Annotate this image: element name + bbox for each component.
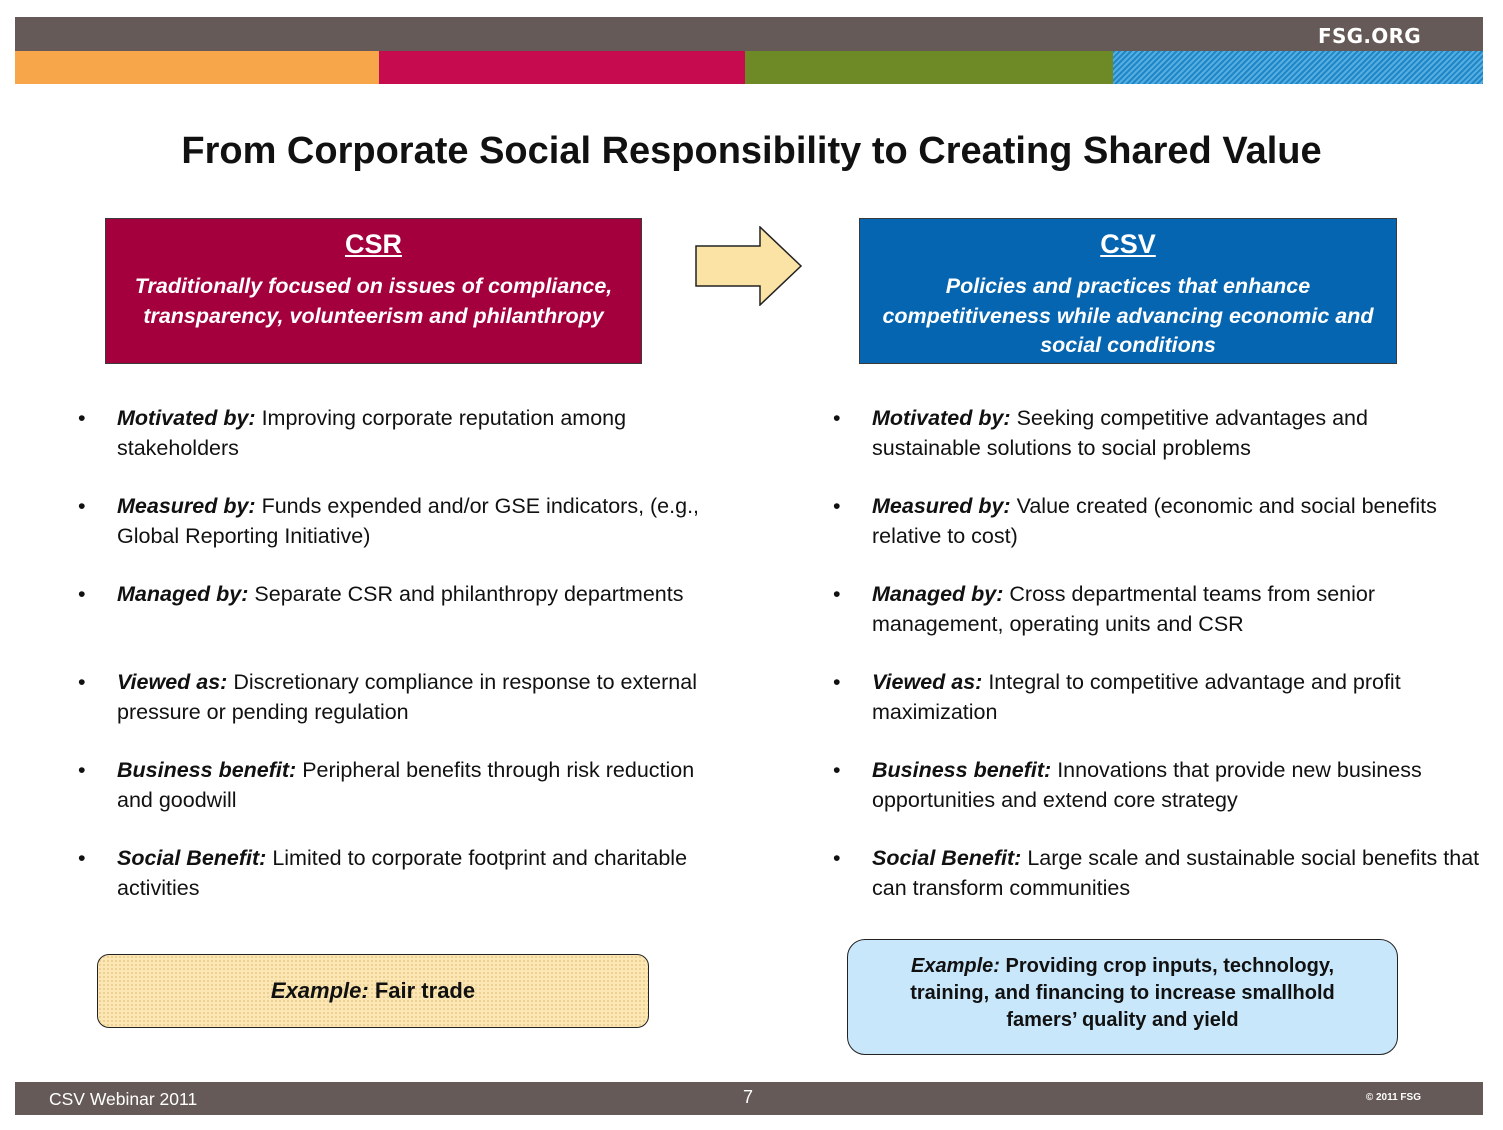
bullet-dot-icon: • [78, 758, 86, 782]
csv-subtitle: Policies and practices that enhance competitiveness while advancing economic and social conditions [882, 274, 1374, 357]
csr-bullet-business [76, 756, 726, 844]
bullet-dot-icon: • [78, 670, 86, 694]
bullet-text: Innovations that provide new business opportunities and extend core strategy [872, 758, 1422, 812]
csv-example-box [847, 939, 1398, 1055]
page-number: 7 [743, 1087, 754, 1107]
bullet-text: Value created (economic and social benefits relative to cost) [872, 494, 1437, 548]
stripe-crimson [379, 51, 745, 84]
bullet-label: Social Benefit: [872, 846, 1022, 870]
bullet-dot-icon: • [78, 406, 86, 430]
stripe-blue [1113, 51, 1483, 84]
csv-bullet-viewed [831, 668, 1481, 756]
csr-example-label: Example: [270, 978, 369, 1003]
bullet-dot-icon: • [833, 846, 841, 870]
csr-bullet-viewed [76, 668, 726, 756]
csv-bullet-motivated [831, 404, 1481, 492]
csv-bullet-list [831, 404, 1481, 932]
bullet-label: Business benefit: [872, 758, 1052, 782]
page-title: From Corporate Social Responsibility to Creating Shared Value [181, 130, 1322, 172]
bullet-text: Seeking competitive advantages and sustainable solutions to social problems [872, 406, 1368, 460]
csv-bullet-managed [831, 580, 1481, 668]
bullet-label: Viewed as: [872, 670, 983, 694]
bullet-dot-icon: • [833, 406, 841, 430]
csv-bullet-social [831, 844, 1481, 932]
csr-bullet-social [76, 844, 726, 932]
bullet-text: Discretionary compliance in response to external pressure or pending regulation [117, 670, 697, 724]
bullet-dot-icon: • [78, 846, 86, 870]
bullet-label: Managed by: [872, 582, 1004, 606]
brand-logo-text: FSG.ORG [1318, 24, 1421, 48]
csv-bullet-business [831, 756, 1481, 844]
bullet-text: Large scale and sustainable social benefits that can transform communities [872, 846, 1480, 900]
bullet-label: Motivated by: [872, 406, 1011, 430]
bullet-text: Cross departmental teams from senior management, operating units and CSR [872, 582, 1376, 636]
bullet-text: Limited to corporate footprint and charitable activities [117, 846, 688, 900]
bullet-text: Funds expended and/or GSE indicators, (e.g., Global Reporting Initiative) [117, 494, 700, 548]
csr-heading: CSR [344, 229, 402, 259]
bullet-label: Business benefit: [117, 758, 297, 782]
top-bar [15, 17, 1483, 51]
footer-bar [15, 1082, 1483, 1115]
csv-heading: CSV [1100, 229, 1156, 259]
bullet-dot-icon: • [833, 582, 841, 606]
csr-header-box [105, 218, 642, 364]
bullet-label: Motivated by: [117, 406, 256, 430]
csv-example-text: Providing crop inputs, technology, training, and financing to increase smallhold famers’ quality and yield [910, 955, 1335, 1031]
bullet-dot-icon: • [833, 670, 841, 694]
bullet-dot-icon: • [833, 494, 841, 518]
csv-example-label: Example: [910, 955, 1000, 977]
csr-bullet-measured [76, 492, 726, 580]
bullet-text: Integral to competitive advantage and profit maximization [872, 670, 1401, 724]
csr-bullet-managed [76, 580, 726, 668]
right-arrow-icon [695, 226, 803, 306]
bullet-dot-icon: • [78, 582, 86, 606]
csr-example-text: Fair trade [374, 978, 476, 1003]
csr-bullet-motivated [76, 404, 726, 492]
stripe-green [745, 51, 1113, 84]
bullet-text: Separate CSR and philanthropy departments [254, 582, 684, 606]
csr-example-box [97, 954, 649, 1028]
stripe-orange [15, 51, 379, 84]
bullet-text: Peripheral benefits through risk reduction and goodwill [117, 758, 695, 812]
bullet-label: Viewed as: [117, 670, 228, 694]
bullet-dot-icon: • [78, 494, 86, 518]
csr-subtitle: Traditionally focused on issues of compliance, transparency, volunteerism and philanthropy [134, 274, 613, 328]
csv-bullet-measured [831, 492, 1481, 580]
bullet-label: Measured by: [872, 494, 1011, 518]
csr-bullet-list [76, 404, 726, 932]
csv-header-box [859, 218, 1397, 364]
bullet-label: Social Benefit: [117, 846, 267, 870]
bullet-text: Improving corporate reputation among stakeholders [117, 406, 627, 460]
footer-event-name: CSV Webinar 2011 [49, 1089, 198, 1109]
color-stripes [15, 51, 1483, 84]
bullet-label: Measured by: [117, 494, 256, 518]
copyright-notice: © 2011 FSG [1365, 1092, 1421, 1103]
bullet-label: Managed by: [117, 582, 249, 606]
bullet-dot-icon: • [833, 758, 841, 782]
